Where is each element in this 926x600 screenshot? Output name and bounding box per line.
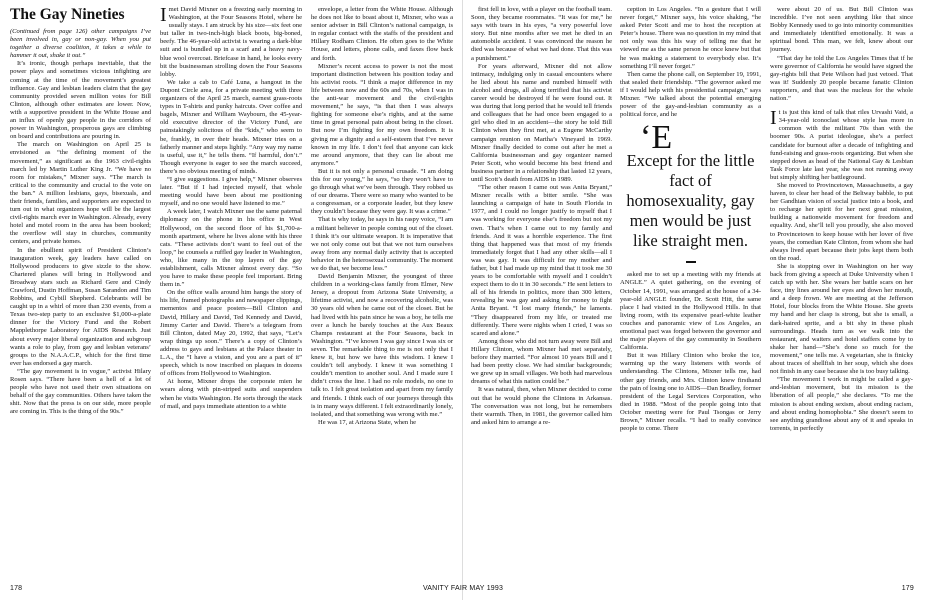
column-5-top bbox=[620, 6, 761, 119]
column-1 bbox=[10, 6, 151, 588]
body-paragraph: But it was Hillary Clinton who broke the ice, warming up the wary listeners with words of understanding. The Clintons, Mixner tells me, had other gay friends, and Mrs. Clinton knew firsthand the pain of losing one to AIDS—Dan Bradley, former president of the Legal Services Corporation, who died in 1988. “Most of the people going into that October meeting were for Paul Tsongas or Jerry Brown,” Mixner recalls. “I had to really convince people to come. There bbox=[620, 352, 761, 433]
page-number-right: 179 bbox=[901, 585, 914, 592]
article-title: The Gay Nineties bbox=[10, 6, 125, 23]
body-paragraph: But it is not only a personal crusade. “I am doing this for our young,” he says, “so they won’t have to go through what we’ve been through. They robbed us of our dreams. There were so many who wanted to be a congressman, or a corporate leader, but they knew they couldn’t because they were gay. It was a crime.” bbox=[311, 167, 453, 216]
right-page bbox=[422, 0, 926, 600]
body-paragraph: We take a cab to Café Luna, a hangout in the Dupont Circle area, for a private meeting with three organizers of the April 25 march, earnest grass-roots types in T-shirts and punky haircuts. Over coffee and bagels, Mixner and William Waybourn, the 45-year-old executive director of the Victory Fund, are painstakingly solicitous of the “kids,” who seem to be, frankly, in over their heads. Mixner tries on a fatherly manner and steps lightly. “Any way my name is useful, use it,” he tells them. “If harmful, don’t.” Though everyone is eager to see the march succeed, there’s no obvious meeting of minds. bbox=[160, 78, 302, 175]
body-paragraph: She moved to Provincetown, Massachusetts, a gay haven, to clear her head of the Beltway babble, to put her Gandhian vision of social justice into a book, and to recharge her spirit for her next great mission, building a nationwide movement for freedom and equality. And, she’ll tell you proudly, she also moved to Provincetown to keep house with her lover of five years, the comedian Kate Clinton, from whom she had always lived apart because their jobs kept them both on the road. bbox=[770, 181, 913, 262]
body-paragraph: Mixner’s recent access to power is not the most important distinction between his position today and his activist roots. “I think a major difference in my life between now and the 60s and 70s, when I was in the anti-war movement and the civil-rights movement,” he says, “is that then I was always fighting for someone else’s rights, and at the same time in great personal pain about being in the closet. But now I’m fighting for my own freedom. It is giving me a dignity and a self-esteem that I’ve never known in my life. I don’t feel that anyone can kick me around anymore, that they can lie about me anymore.” bbox=[311, 62, 453, 167]
body-paragraph: On the office walls around him hangs the story of his life, framed photographs and newspaper clippings, mementos and peace posters—Bill Clinton and David, Hillary and David, Ted Kennedy and David, Jimmy Carter and David. There’s a telegram from Bill Clinton, dated May 20, 1992, that says, “Let’s wrap things up soon.” There’s a copy of Clinton’s address to gays and lesbians at the Palace theater in L.A., the “I have a vision, and you are a part of it” speech, which is now inscribed on plaques in dozens of offices from Hollywood to Washington. bbox=[160, 289, 302, 378]
body-paragraph: In the ebullient spirit of President Clinton’s inauguration week, gay leaders have called on Hollywood producers to give sizzle to the show. Chartered planes will bring in Hollywood and Broadway stars such as Richard Gere and Cindy Crawford, Dustin Hoffman, Susan Sarandon and Tim Robbins, and Cybill Shepherd. Celebrants will be caught up in a whirl of more than 230 events, from a Texas two-step party to an exclusive $1,000-a-plate dinner for the Victory Fund and the Robert Mapplethorpe Laboratory for AIDS Research. Just about every major liberal organization and subgroup wants a role to play, from gay and lesbian veterans’ groups to the N.A.A.C.P., which for the first time ever has endorsed a gay march. bbox=[10, 246, 151, 367]
pull-quote-text: Except for the little fact of homosexuality, gay men would be just like straight men. bbox=[626, 151, 755, 251]
column-4-body bbox=[471, 6, 612, 427]
column-6-body bbox=[770, 6, 913, 103]
body-paragraph: David Benjamin Mixner, the youngest of three children in a working-class family from Elmer, New Jersey, a dropout from Arizona State University, a lifetime activist, and now a recovering alcoholic, was 30 years old when he came out of the closet. But he had lived with his pain since he was a boy, he tells me over a lunch he barely touches at the Aux Beaux Champs restaurant at the Four Seasons, back in Washington. “I’ve known I was gay since I was six or seven. The remarkable thing to me is not only that I knew it, but how we have this wisdom. I knew I couldn’t tell anybody. I knew it was something I couldn’t mention to another soul. And I made sure I didn’t cross the line. I had no role models, no one to talk to. I felt great isolation and apart from my family and friends. I think each of our journeys through this is in many ways different. I felt extraordinarily lonely, isolated, and that something was wrong with me.” bbox=[311, 273, 453, 418]
body-paragraph: “The gay movement is in vogue,” activist Hilary Rosen says. “There have been a hell of a lot of people who have not used their own situations on behalf of the gay communities. Others have taken the shit. Now that the press is on our side, more people are coming in. This is the thing of the 90s.” bbox=[10, 367, 151, 416]
column-2-body bbox=[160, 79, 302, 411]
body-paragraph: The march on Washington on April 25 is envisioned as “the defining moment of the movement,” as significant as the 1963 civil-rights march led by Martin Luther King Jr. “We have no room for mistakes,” Mixner says. “The march is critical to the community and crucial to the vote on the ban.” A million lesbians, gays, bisexuals, and their friends, families, and supporters are expected to turn out in what organizers hope will be the largest civil-rights march ever in Washington. Already, every hotel and motel room in the area has been booked; the overflow will stay in churches, community centers, and private homes. bbox=[10, 141, 151, 246]
body-paragraph: asked me to set up a meeting with my friends at ANGLE.” A quiet gathering, on the evening of October 14, 1991, was arranged at the house of a 34-year-old ANGLE founder, Dr. Scott Hitt, the same place I had visited in the Hollywood Hills. In that living room, with its expensive pearl-white leather couches and panoramic view of Los Angeles, an emotional pact was forged between the governor and the major players of the gay community in Southern California. bbox=[620, 271, 761, 352]
body-paragraph: A week later, I watch Mixner use the same paternal diplomacy on the phone in his office in West Hollywood, on the second floor of his $1,700-a-month apartment, where he lives alone with his three cats. “These activists don’t want to feel out of the loop,” he counsels a ruffled gay leader in Washington, who, like many in the top layers of the gay establishment, calls Mixner almost every day. “So you have to make these people feel important. Bring them in.” bbox=[160, 208, 302, 289]
column-2-lead-paragraph: Imet David Mixner on a freezing early morning in Washington, at the Four Seasons Hotel, where he usually stays. I am struck by his size—six feet one but taller in two-inch-high black boots, big-boned, beefy. The 46-year-old activist is wearing a dark-blue suit and is bundled up in a scarf and a heavy navy-blue wool overcoat. Briefcase in hand, he looks every bit the businessman strolling down the Four Seasons lobby. bbox=[160, 6, 302, 78]
drop-cap: I bbox=[160, 6, 167, 26]
body-paragraph: ception in Los Angeles. “In a gesture that I will never forget,” Mixner says, his voice shaking, “he asked Peter Scott and me to host the reception at Peter’s house. There was no question in my mind that not only was this his way of telling me that he viewed me as the same person he once knew but that he was making a statement to everybody else. It’s something I’ll never forget.” bbox=[620, 6, 761, 70]
column-6 bbox=[770, 6, 913, 588]
body-paragraph: Among those who did not turn away were Bill and Hillary Clinton, whom Mixner had met separately, before they married. “For almost 10 years Bill and I had been pretty close. We had similar backgrounds; we grew up in small villages. We both had marvelous dreams of what this nation could be.” bbox=[471, 337, 612, 386]
column-3-body bbox=[311, 6, 453, 427]
column-4 bbox=[471, 6, 612, 588]
body-paragraph: first fell in love, with a player on the football team. Soon, they became roommates. “It was for me,” he says with tears in his eyes, “a very powerful love story. But nine months after we met he died in an automobile accident. I was convinced the reason he died was because of what we had done. That this was a punishment.” bbox=[471, 6, 612, 62]
intro-paragraph: (Continued from page 126) other campaigns I’ve been involved in, gay or non-gay. When you put together a diverse coalition, it takes a while to hammer it out, shake it out.” bbox=[10, 28, 151, 60]
body-paragraph: “That day he told the Los Angeles Times that if he were governor of California he would have signed the gay-rights bill that Pete Wilson had just vetoed. That was it! Suddenly 20 people became fanatic Clinton supporters, and that was the nucleus for the whole nation.” bbox=[770, 54, 913, 103]
column-5 bbox=[620, 6, 761, 588]
body-paragraph: It was natural, then, when Mixner decided to come out that he would phone the Clintons in Arkansas. The conversation was not long, but he remembers their warmth. Then, in 1981, the governor called him and asked him to arrange a re- bbox=[471, 386, 612, 426]
column-2 bbox=[160, 6, 302, 588]
column-3 bbox=[311, 6, 453, 588]
body-paragraph: “The movement I work in might be called a gay-and-lesbian movement, but its mission is the liberation of all people,” she declares. “To me the mission is about ending sexism, about ending racism, and about ending homophobia.” She doesn’t seem to see anything grandiose about any of it and speaks in torrents, in perfectly bbox=[770, 376, 913, 432]
body-paragraph: At home, Mixner drops the corporate mien he wears along with pin-striped suits and suspenders when he visits Washington. He sorts through the stack of mail, and pays immediate attention to a white bbox=[160, 378, 302, 410]
body-paragraph: envelope, a letter from the White House. Although he does not like to boast about it, Mixner, who was a senior adviser in Bill Clinton’s national campaign, is in regular contact with the staffs of the president and Hillary Rodham Clinton. He often goes to the White House, and letters, phone calls, and faxes flow back and forth. bbox=[311, 6, 453, 62]
column-1-body bbox=[10, 60, 151, 416]
body-paragraph: He was 17, at Arizona State, when he bbox=[318, 418, 416, 426]
column-5-bottom bbox=[620, 271, 761, 433]
body-paragraph: “I give suggestions. I give help,” Mixner observes later. “But if I had injected myself, that whole meeting would have been about me positioning myself, and no one would have listened to me.” bbox=[160, 175, 302, 208]
pull-quote-mark: ‘E bbox=[640, 119, 673, 157]
body-paragraph: Then came the phone call, on September 19, 1991, that sealed their friendship. “The governor asked me if I would help with his presidential campaign,” says Mixner. “We talked about the potential emerging power of the gay-and-lesbian community as a political force, and he bbox=[620, 70, 761, 119]
drop-cap: I bbox=[770, 107, 777, 130]
body-paragraph: were about 20 of us. But Bill Clinton was incredible. I’ve not seen anything like that since Bobby Kennedy used to go into minority communities and immediately identified emotionally. It was a spiritual bond. This man, we felt, knew about our journey. bbox=[770, 6, 913, 54]
column-6-section-paragraph: It is just this kind of talk that riles Urvashi Vaid, a 34-year-old iconoclast whose style has more in common with the militant 70s than with the boomer 90s. A purist ideologue, she’s a perfect candidate for burnout after a decade of infighting and fund-raising and grass-roots organizing. But when she stepped down as head of the National Gay & Lesbian Task Force late last year, she was not running away but simply shifting her battleground. bbox=[770, 107, 913, 181]
pull-quote bbox=[620, 119, 761, 271]
column-6-body-2 bbox=[770, 182, 913, 433]
pull-quote-rule bbox=[686, 261, 696, 263]
body-paragraph: She is stopping over in Washington on her way back from giving a speech at Duke University when I catch up with her. She wears her battle scars on her face, tiny lines around her eyes and down her mouth, and a deep frown. We are meeting at the Jefferson Hotel, four blocks from the White House. She greets my hand and her clasp is strong, but she is small, a dark-haired sprite, and a bit shy in these plush surroundings. Heads turn as we walk into the restaurant, and waiters and hotel staffers come by to shake her hand—“She’s done so much for the movement,” one tells me. A vegetarian, she is finicky about traces of shellfish in her soup, which she does not finish in any case because she is too busy talking. bbox=[770, 262, 913, 376]
body-paragraph: It’s ironic, though perhaps inevitable, that the power plays and sometimes vicious infighting are coming at the time of the movement’s greatest influence. Gay and lesbian leaders claim that the gay community provided seven million votes for Bill Clinton, although other estimates are lower. Now, with a supportive president in the White House and an influx of openly gay people in the corridors of power in Washington, prosperous gays are climbing on board and contributions are pouring in. bbox=[10, 60, 151, 141]
body-paragraph: That is why today, he says in his raspy voice, “I am a militant believer in people coming out of the closet. I think it’s our ultimate weapon. It is imperative that we not only come out but that we not turn ourselves away from any normal daily activity that is accepted behavior in the heterosexual community. The moment we do that, we become less.” bbox=[311, 216, 453, 272]
magazine-issue: VANITY FAIR MAY 1993 bbox=[422, 585, 504, 592]
body-paragraph: “The other reason I came out was Anita Bryant,” Mixner recalls with a bitter smile. “She was launching a campaign of hate in South Florida in 1977, and I could no longer justify to myself that I was working for everyone else’s freedom but not my own. That’s when I came out to my family and friends. And it was a horrible experience. The first thing that happened was that most of my friends immediately forgot that I had any other skills—all I was was gay. It was difficult for my mother and father, but I had made up my mind that it took me 30 years to be comfortable with myself and I couldn’t expect them to do it in 30 seconds.” He sent letters to all of his friends in politics, more than 300 letters, revealing he was gay and asking for money to fight Anita Bryant. “I lost many friends,” he laments. “They disappeared from my life, or treated me differently. There were nights when I cried, I was so scared and alone.” bbox=[471, 184, 612, 337]
page-number-left: 178 bbox=[10, 585, 23, 592]
body-paragraph: For years afterward, Mixner did not allow intimacy, indulging only in casual encounters where he lied about his name and numbed himself with alcohol and drugs, all along terrified that his activist career would be destroyed if he were found out. It was during that long period that he would tell friends and colleagues that he had once been engaged to a girl who died in an accident—the story he told Bill Clinton when they first met, at a Eugene McCarthy campaign reunion on Martha’s Vineyard in 1969. Mixner finally decided to come out after he met a California businessman and gay organizer named Peter Scott, who would become his best friend and business partner in a relationship that lasted 12 years, until Scott’s death from AIDS in 1989. bbox=[471, 62, 612, 183]
